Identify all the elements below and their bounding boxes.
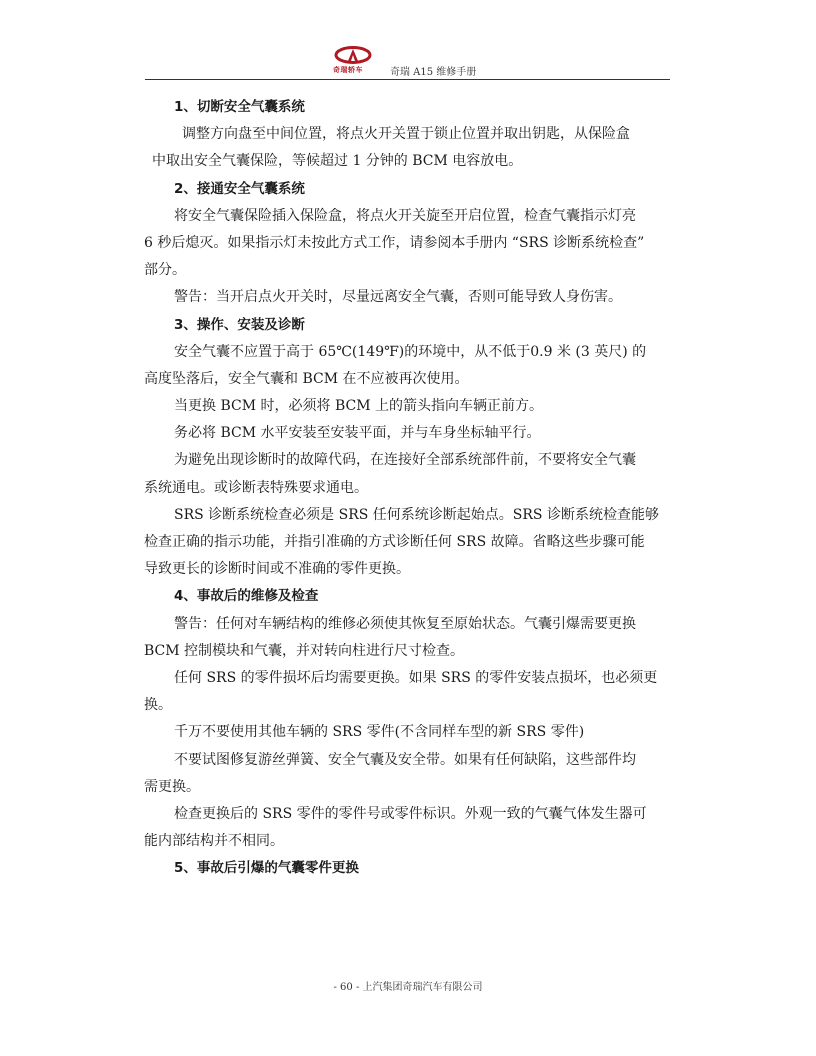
warning-line: 警告：当开启点火开关时，尽量远离安全气囊，否则可能导致人身伤害。: [174, 289, 622, 306]
paragraph-line: SRS 诊断系统检查必须是 SRS 任何系统诊断起始点。SRS 诊断系统检查能够: [174, 506, 659, 523]
paragraph-line: 将安全气囊保险插入保险盒，将点火开关旋至开启位置，检查气囊指示灯亮: [174, 207, 636, 224]
page-header: [145, 46, 670, 80]
paragraph-line: 务必将 BCM 水平安装至安装平面，并与车身坐标轴平行。: [174, 425, 541, 442]
paragraph-line: 部分。: [144, 262, 186, 279]
section-heading: 5、事故后引爆的气囊零件更换: [174, 860, 359, 877]
paragraph-line: 不要试图修复游丝弹簧、安全气囊及安全带。如果有任何缺陷，这些部件均: [174, 751, 636, 768]
paragraph-line: 为避免出现诊断时的故障代码，在连接好全部系统部件前，不要将安全气囊: [174, 452, 636, 469]
manual-title: 奇瑞 A15 维修手册: [390, 67, 477, 78]
section-heading: 4、事故后的维修及检查: [174, 588, 319, 605]
paragraph-line: BCM 控制模块和气囊，并对转向柱进行尺寸检查。: [144, 642, 465, 659]
warning-line: 警告：任何对车辆结构的维修必须使其恢复至原始状态。气囊引爆需要更换: [174, 615, 636, 632]
paragraph-line: 中取出安全气囊保险，等候超过 1 分钟的 BCM 电容放电。: [152, 153, 523, 170]
section-heading: 2、接通安全气囊系统: [174, 180, 305, 197]
header-divider: [145, 79, 670, 80]
paragraph-line: 高度坠落后，安全气囊和 BCM 在不应被再次使用。: [144, 370, 469, 387]
page-footer: - 60 - 上汽集团奇瑞汽车有限公司: [333, 982, 483, 993]
paragraph-line: 能内部结构并不相同。: [144, 833, 284, 850]
section-heading: 1、切断安全气囊系统: [174, 99, 305, 115]
paragraph-line: 检查正确的指示功能，并指引准确的方式诊断任何 SRS 故障。省略这些步骤可能: [144, 534, 645, 550]
paragraph-line: 系统通电。或诊断表特殊要求通电。: [144, 479, 368, 496]
paragraph-line: 安全气囊不应置于高于 65℃(149℉)的环境中，从不低于0.9 米 (3 英尺) 的: [174, 343, 647, 360]
paragraph-line: 检查更换后的 SRS 零件的零件号或零件标识。外观一致的气囊气体发生器可: [174, 805, 647, 822]
paragraph-line: 任何 SRS 的零件损坏后均需要更换。如果 SRS 的零件安装点损坏，也必须更: [174, 669, 658, 686]
paragraph-line: 需更换。: [144, 778, 200, 795]
page-body: [144, 94, 674, 882]
paragraph-line: 当更换 BCM 时，必须将 BCM 上的箭头指向车辆正前方。: [174, 398, 543, 415]
logo-text: 奇瑞轿车: [333, 66, 363, 74]
paragraph-line: 6 秒后熄灭。如果指示灯未按此方式工作，请参阅本手册内 “SRS 诊断系统检查”: [144, 234, 645, 251]
paragraph-line: 调整方向盘至中间位置，将点火开关置于锁止位置并取出钥匙，从保险盒: [182, 126, 630, 143]
paragraph-line: 换。: [144, 697, 172, 714]
paragraph-line: 千万不要使用其他车辆的 SRS 零件(不含同样车型的新 SRS 零件): [174, 724, 585, 741]
paragraph-line: 导致更长的诊断时间或不准确的零件更换。: [144, 561, 410, 578]
section-heading: 3、操作、安装及诊断: [174, 316, 305, 333]
